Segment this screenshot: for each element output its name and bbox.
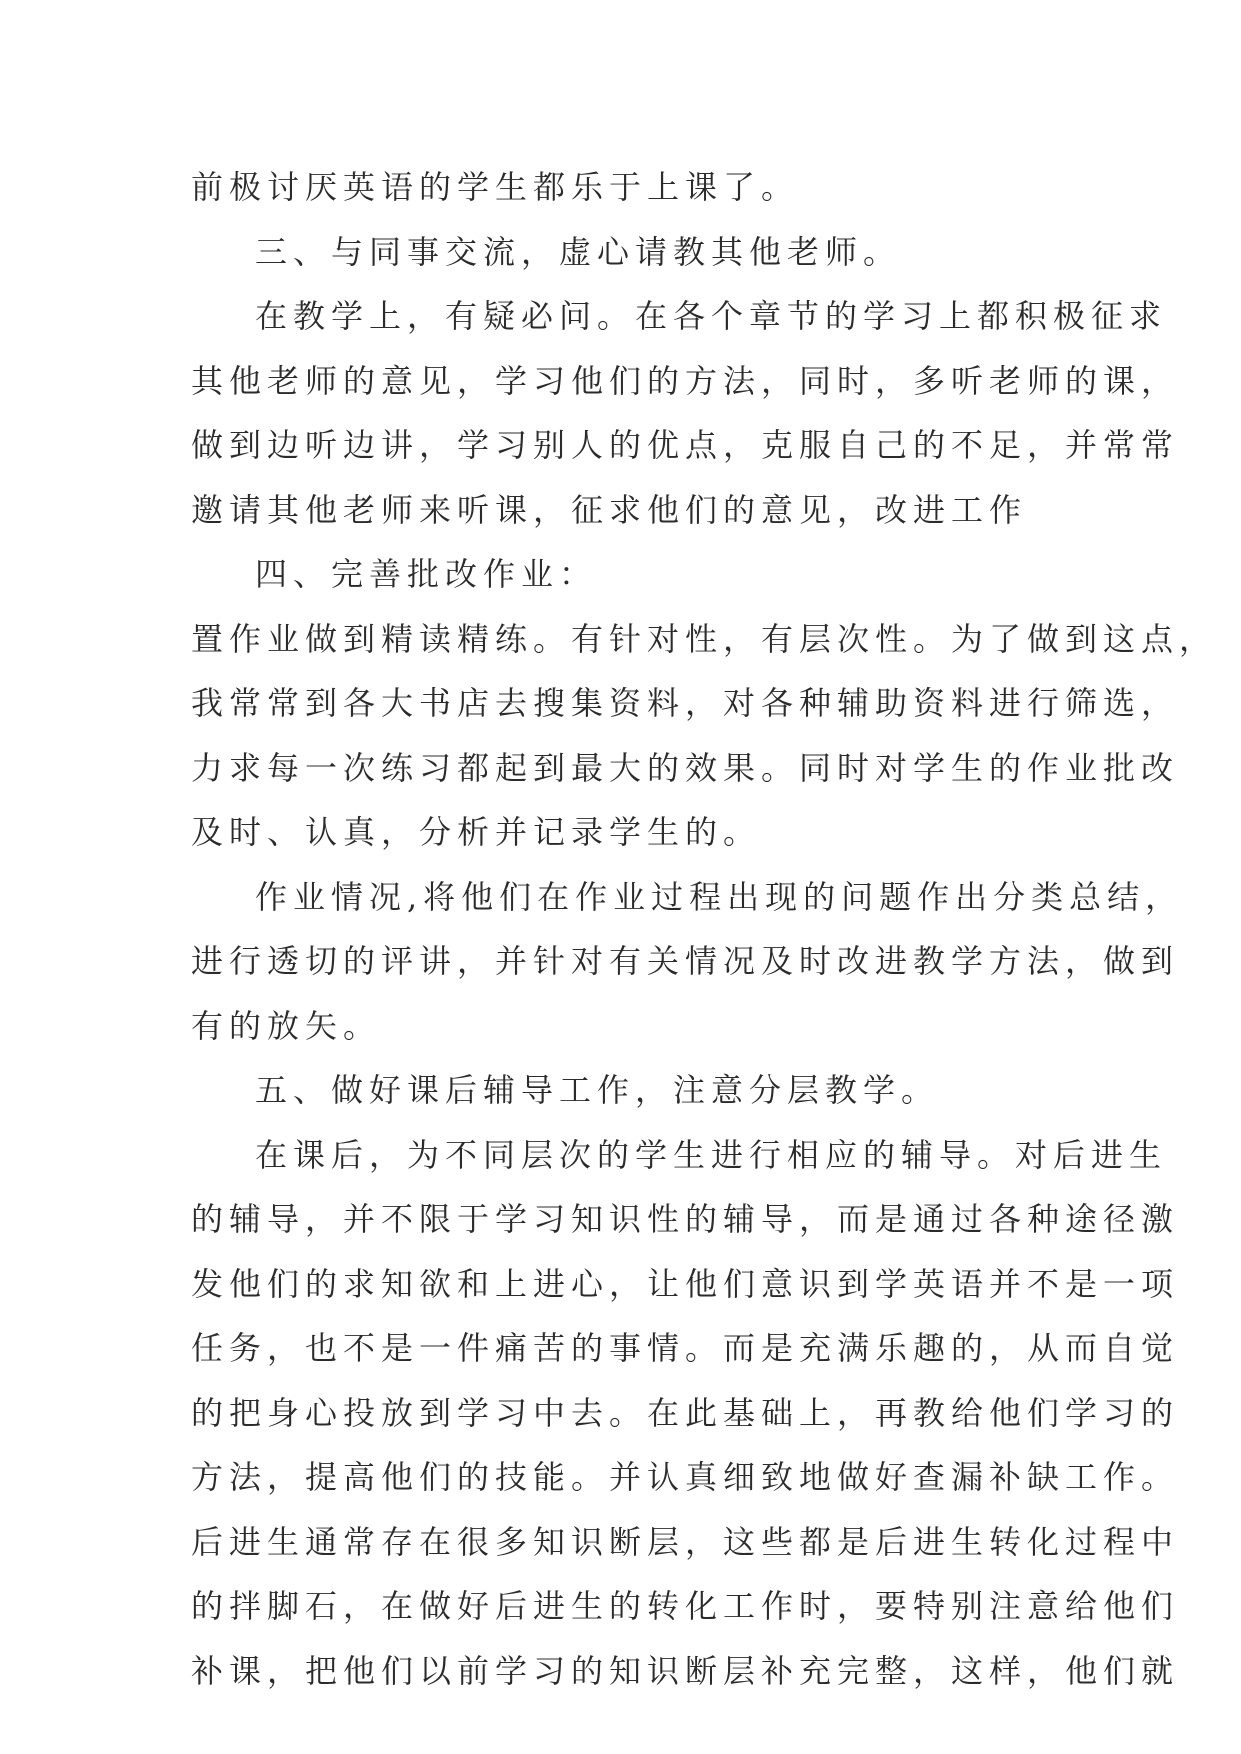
text-line: 的辅导，并不限于学习知识性的辅导，而是通过各种途径激	[191, 1200, 1180, 1238]
body-text	[191, 155, 1218, 1703]
text-line: 在课后，为不同层次的学生进行相应的辅导。对后进生	[255, 1135, 1168, 1174]
text-line: 作业情况,将他们在作业过程出现的问题作出分类总结，	[255, 877, 1184, 916]
text-line: 任务，也不是一件痛苦的事情。而是充满乐趣的，从而自觉	[191, 1329, 1180, 1367]
text-line: 的把身心投放到学习中去。在此基础上，再教给他们学习的	[191, 1393, 1180, 1432]
text-line: 在教学上，有疑必问。在各个章节的学习上都积极征求	[255, 297, 1168, 335]
text-line: 后进生通常存在很多知识断层，这些都是后进生转化过程中	[191, 1522, 1180, 1561]
text-line: 力求每一次练习都起到最大的效果。同时对学生的作业批改	[191, 748, 1180, 787]
text-line: 置作业做到精读精练。有针对性，有层次性。为了做到这点，	[191, 619, 1218, 658]
text-line: 前极讨厌英语的学生都乐于上课了。	[191, 168, 800, 206]
section-heading: 三、与同事交流，虚心请教其他老师。	[255, 232, 902, 271]
text-line: 有的放矢。	[191, 1006, 382, 1045]
section-heading: 四、完善批改作业：	[255, 555, 598, 593]
text-line: 做到边听边讲，学习别人的优点，克服自己的不足，并常常	[191, 426, 1180, 464]
text-line: 邀请其他老师来听课，征求他们的意见，改进工作	[191, 490, 1028, 529]
text-line: 及时、认真，分析并记录学生的。	[191, 813, 762, 851]
section-heading: 五、做好课后辅导工作，注意分层教学。	[255, 1071, 940, 1109]
text-line: 其他老师的意见，学习他们的方法，同时，多听老师的课，	[191, 361, 1180, 400]
text-line: 的拌脚石，在做好后进生的转化工作时，要特别注意给他们	[191, 1587, 1180, 1625]
text-line: 我常常到各大书店去搜集资料，对各种辅助资料进行筛选，	[191, 684, 1180, 722]
text-line: 补课，把他们以前学习的知识断层补充完整，这样，他们就	[191, 1651, 1180, 1690]
text-line: 发他们的求知欲和上进心，让他们意识到学英语并不是一项	[191, 1264, 1180, 1303]
text-line: 方法，提高他们的技能。并认真细致地做好查漏补缺工作。	[191, 1458, 1180, 1496]
text-line: 进行透切的评讲，并针对有关情况及时改进教学方法，做到	[191, 942, 1180, 980]
